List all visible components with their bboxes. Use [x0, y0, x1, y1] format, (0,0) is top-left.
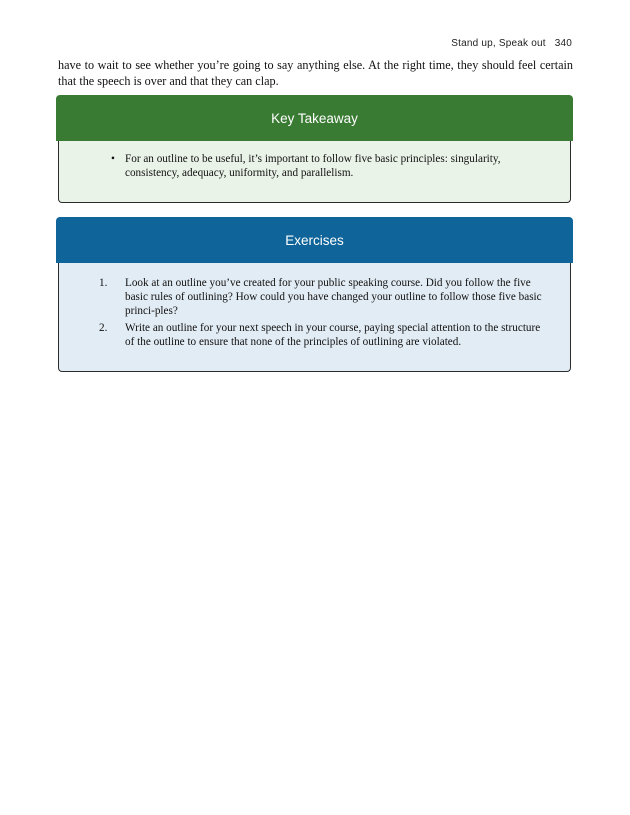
exercises-list — [99, 277, 548, 350]
exercise-item-text: Look at an outline you’ve created for your public speaking course. Did you follow the five basic rules of outlining? How could you have changed your outline to follow those five basic princi-ples? — [125, 277, 542, 317]
key-takeaway-body — [58, 141, 571, 203]
key-takeaway-title: Key Takeaway — [271, 110, 358, 126]
key-takeaway-box — [56, 95, 573, 203]
exercise-item-text: Write an outline for your next speech in your course, paying special attention to the structure of the outline to ensure that none of the principles of outlining are violated. — [125, 322, 541, 349]
item-number: 1. — [99, 277, 108, 289]
key-takeaway-header — [56, 95, 573, 141]
list-item — [111, 153, 552, 181]
exercises-title: Exercises — [285, 232, 344, 248]
exercises-box — [56, 217, 573, 372]
page-number: 340 — [554, 38, 572, 49]
running-title: Stand up, Speak out — [451, 38, 546, 49]
list-item — [99, 277, 548, 318]
exercises-body — [58, 263, 571, 372]
key-takeaway-list — [111, 153, 552, 181]
exercises-header — [56, 217, 573, 263]
key-takeaway-item-text: For an outline to be useful, it’s important to follow five basic principles: singularity, consistency, adequacy, uniformity, and parallelism. — [125, 153, 501, 179]
bullet-marker: • — [111, 153, 115, 165]
list-item — [99, 322, 548, 350]
running-header — [451, 38, 572, 49]
body-paragraph: have to wait to see whether you’re going to say anything else. At the right time, they should feel certain that the speech is over and that they can clap. — [58, 58, 573, 88]
item-number: 2. — [99, 322, 108, 335]
